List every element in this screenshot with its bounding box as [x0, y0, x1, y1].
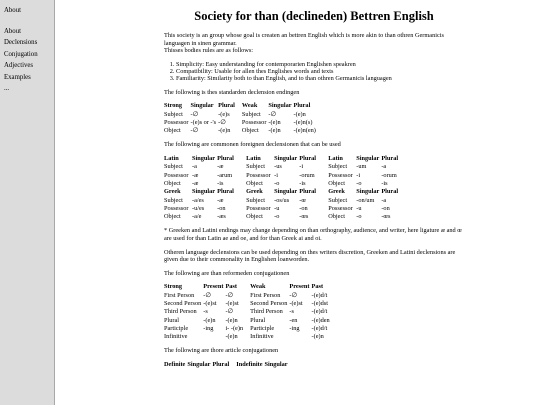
table-cell: Subject [328, 163, 348, 171]
table-cell: -o [356, 179, 362, 187]
intro-paragraph [164, 32, 464, 55]
table-cell: Subject [246, 163, 265, 171]
table-cell: Object [164, 213, 181, 221]
table-cell: -(e)n [225, 316, 238, 324]
table-cell: -o [274, 213, 280, 221]
table-cell: First Person [164, 291, 195, 299]
table-cell: -(e)n [268, 127, 281, 135]
table-cell: Past [225, 283, 237, 291]
table-cell: Plural [217, 188, 234, 196]
table-cell: Greek [328, 188, 345, 196]
table-cell: Plural [212, 361, 230, 369]
table-cell: Plural [250, 316, 266, 324]
table-cell: -u [356, 204, 362, 212]
table-cell: -(e)d/t [311, 324, 328, 332]
table-row [164, 283, 332, 291]
table-cell: -œ [299, 196, 306, 204]
table-cell: -a [381, 196, 387, 204]
table-cell: Infinitive [164, 333, 188, 341]
table-row [164, 213, 405, 221]
table-cell: -u/es [192, 204, 205, 212]
main-content [164, 0, 464, 375]
sidebar-brand-link[interactable]: About [4, 7, 21, 14]
table-cell: Second Person [164, 299, 202, 307]
table-row [164, 317, 332, 325]
table-row [164, 325, 332, 333]
table-cell: -en [289, 316, 298, 324]
table-cell: Participle [164, 324, 189, 332]
table-cell: First Person [250, 291, 281, 299]
table-row [164, 333, 332, 341]
sidebar-item-about[interactable]: About [4, 27, 21, 35]
table-cell: -(e)n(s) [293, 118, 313, 126]
table-cell: -œs [299, 213, 309, 221]
article-conjugation-heading: The following are thore article conjugationen [164, 347, 279, 355]
table-cell: Singular [356, 155, 380, 163]
table-cell: -s [289, 308, 294, 316]
table-cell: Present [203, 283, 224, 291]
table-cell: -orum [381, 171, 397, 179]
table-cell: Third Person [250, 308, 283, 316]
table-cell [203, 333, 225, 341]
table-cell: -(e)d/t [311, 291, 328, 299]
table-cell: Object [246, 213, 263, 221]
standard-declension-table [164, 102, 318, 135]
intro-text-rules: Thisses bodies rules are as follows: [164, 47, 254, 55]
table-cell: Present [289, 283, 310, 291]
table-cell: Plural [293, 102, 311, 110]
table-cell: Object [246, 179, 263, 187]
table-cell: Subject [164, 196, 183, 204]
table-cell: -u [274, 204, 280, 212]
table-cell: -(e)st [203, 299, 217, 307]
table-cell: -a [192, 163, 197, 171]
table-cell: Singular [356, 188, 380, 196]
table-row [164, 119, 318, 127]
table-cell: -(e)d/t [311, 308, 328, 316]
table-cell: Singular [268, 102, 292, 110]
table-cell: Subject [246, 196, 265, 204]
table-cell: Possessor [164, 204, 189, 212]
declensions-heading: The following is thes standarden declension endingen [164, 88, 300, 96]
sidebar-item-more[interactable]: ... [4, 85, 10, 92]
table-cell: Possessor [164, 118, 189, 126]
table-cell: -arum [217, 171, 233, 179]
table-cell: Subject [164, 163, 183, 171]
table-cell: Participle [250, 324, 275, 332]
table-cell: Plural [299, 188, 317, 196]
table-cell: i- -(e)n [225, 324, 244, 332]
table-cell: Latin [328, 155, 343, 163]
table-cell: Plural [299, 155, 317, 163]
table-cell: Object [241, 127, 259, 135]
table-cell: Singular [274, 155, 298, 163]
table-cell: -ing [289, 324, 300, 332]
table-cell: Possessor [241, 118, 267, 126]
table-cell: -(e)s or -'s [190, 118, 217, 126]
table-cell: Possessor [246, 171, 271, 179]
table-cell: -æ [217, 163, 224, 171]
table-cell: -(e)st [225, 299, 239, 307]
table-cell: -um [356, 163, 367, 171]
table-cell: -o [274, 179, 280, 187]
table-row [164, 361, 290, 369]
table-row [164, 155, 405, 163]
table-cell: -(e)n [268, 118, 281, 126]
table-row [164, 111, 318, 119]
table-cell: -os/us [274, 196, 290, 204]
table-cell: -i [356, 171, 361, 179]
table-cell: Singular [192, 188, 216, 196]
rules-list [164, 61, 464, 83]
table-cell: -(e)den [311, 316, 330, 324]
table-cell: Greek [246, 188, 263, 196]
table-cell: Definite [164, 361, 186, 369]
table-cell: Singular [274, 188, 298, 196]
table-cell: Past [311, 283, 324, 291]
table-cell: -is [299, 179, 306, 187]
table-cell: -∅ [225, 308, 234, 316]
rule-item: 3. Familiarity: Similarity both to than English, and to than othren Germanicis languagen [176, 75, 464, 82]
table-cell: Plural [381, 155, 399, 163]
table-cell: -(e)n [203, 316, 216, 324]
table-cell: Plural [218, 102, 235, 110]
foreign-declension-table [164, 155, 405, 221]
sidebar-item-examples[interactable]: Examples [4, 73, 31, 81]
table-cell: -∅ [225, 291, 234, 299]
table-row [164, 292, 332, 300]
table-cell: Possessor [328, 204, 353, 212]
table-cell: -o [356, 213, 362, 221]
table-cell: Third Person [164, 308, 197, 316]
table-cell: Object [328, 213, 346, 221]
table-cell: Singular [264, 361, 288, 369]
table-cell: -æ [192, 179, 199, 187]
table-cell: Second Person [250, 299, 288, 307]
table-row [164, 308, 332, 316]
table-row [164, 102, 318, 110]
footnote: * Greeken and Latini endings may change depending on than orthography, audience, and writer, here ligature æ and œ are used for than Latin ae and oe, and for than Greek ai and oi. [164, 227, 462, 243]
table-row [164, 163, 405, 171]
table-cell: -i [274, 171, 278, 179]
table-cell: -∅ [203, 291, 211, 299]
table-cell: Object [164, 127, 181, 135]
table-cell: -us [274, 163, 282, 171]
table-cell: -on [217, 204, 226, 212]
table-cell: Plural [381, 188, 399, 196]
table-cell: Object [164, 179, 181, 187]
article-table [164, 361, 290, 369]
table-cell: Latin [246, 155, 261, 163]
table-row [164, 127, 318, 135]
table-cell: -∅ [190, 127, 199, 135]
table-cell: -∅ [218, 118, 226, 126]
table-cell: -s [203, 308, 208, 316]
table-cell: -i [299, 163, 304, 171]
table-cell: -a/e [192, 213, 202, 221]
table-cell: Singular [192, 155, 216, 163]
table-row [164, 300, 332, 308]
table-cell: -is [381, 179, 388, 187]
table-cell: -on [299, 204, 308, 212]
table-cell: Latin [164, 155, 179, 163]
table-cell: Strong [164, 283, 183, 291]
table-cell: -a [381, 163, 387, 171]
table-cell: Weak [241, 102, 258, 110]
table-cell: -ing [203, 324, 214, 332]
table-cell: -(e)n [225, 333, 238, 341]
sidebar-item-adjectives[interactable]: Adjectives [4, 62, 34, 69]
conjugation-table [164, 283, 332, 341]
page-title: Society for than (declineden) Bettren English [194, 9, 434, 23]
rule-item: 2. Compatibility: Usable for allen thes Englishes words and texts [176, 68, 464, 75]
table-cell: -orum [299, 171, 315, 179]
table-cell [289, 333, 311, 341]
table-cell: -∅ [289, 291, 297, 299]
table-row [164, 172, 405, 180]
table-cell: -a/es [192, 196, 204, 204]
table-cell: Possessor [246, 204, 271, 212]
table-row [164, 180, 405, 188]
table-cell: -∅ [190, 110, 199, 118]
table-cell: Plural [217, 155, 234, 163]
table-cell: Strong [164, 102, 183, 110]
rule-item: 1. Simplicity: Easy understanding for contemporarien Englishen speakren [176, 61, 464, 68]
intro-text: This society is an group whose goal is createn an bettren English which is more akin to than othren Germanicis languagen in sinen grammar. [164, 32, 444, 47]
table-cell: Object [328, 179, 346, 187]
reformed-conjugation-heading: The following are than reformeden conjugationen [164, 269, 290, 277]
table-cell: Subject [241, 110, 261, 118]
table-cell: -is [217, 179, 224, 187]
table-cell: Possessor [164, 171, 189, 179]
table-cell: Subject [328, 196, 348, 204]
table-cell: Plural [164, 316, 180, 324]
table-cell: Singular [190, 102, 214, 110]
table-cell: Indefinite [236, 361, 263, 369]
table-cell: Possessor [328, 171, 353, 179]
table-cell: Infinitive [250, 333, 274, 341]
table-cell: Weak [250, 283, 266, 291]
table-row [164, 188, 405, 196]
table-cell: Subject [164, 110, 183, 118]
table-cell: -æ [192, 171, 199, 179]
table-cell: -æ [217, 196, 224, 204]
table-cell: -œs [381, 213, 391, 221]
foreign-declensions-heading: The following are commonen foreignen declensionen that can be used [164, 141, 341, 149]
table-cell: -(e)n [311, 333, 324, 341]
table-cell: -on/um [356, 196, 375, 204]
table-row [164, 205, 405, 213]
table-cell: Greek [164, 188, 181, 196]
table-cell: -∅ [268, 110, 277, 118]
sidebar-item-conjugation[interactable]: Conjugation [4, 50, 38, 58]
table-cell: -(e)s [218, 110, 230, 118]
sidebar [0, 0, 55, 405]
table-cell: -(e)st [289, 299, 303, 307]
table-cell: -on [381, 204, 390, 212]
table-cell: -(e)n(en) [293, 127, 316, 135]
other-languages-note: Otheren language declensions can be used depending on thes writers discretion, Greeken and Latini declensions are given due to their commonality in Englishen loanworden. [164, 248, 456, 264]
table-cell: Singular [187, 361, 211, 369]
table-cell: -(e)n [218, 127, 231, 135]
table-cell: -(e)dst [311, 299, 328, 307]
table-row [164, 197, 405, 205]
sidebar-item-declensions[interactable]: Declensions [4, 39, 38, 46]
table-cell: -(e)n [293, 110, 306, 118]
table-cell: -æs [217, 213, 226, 221]
